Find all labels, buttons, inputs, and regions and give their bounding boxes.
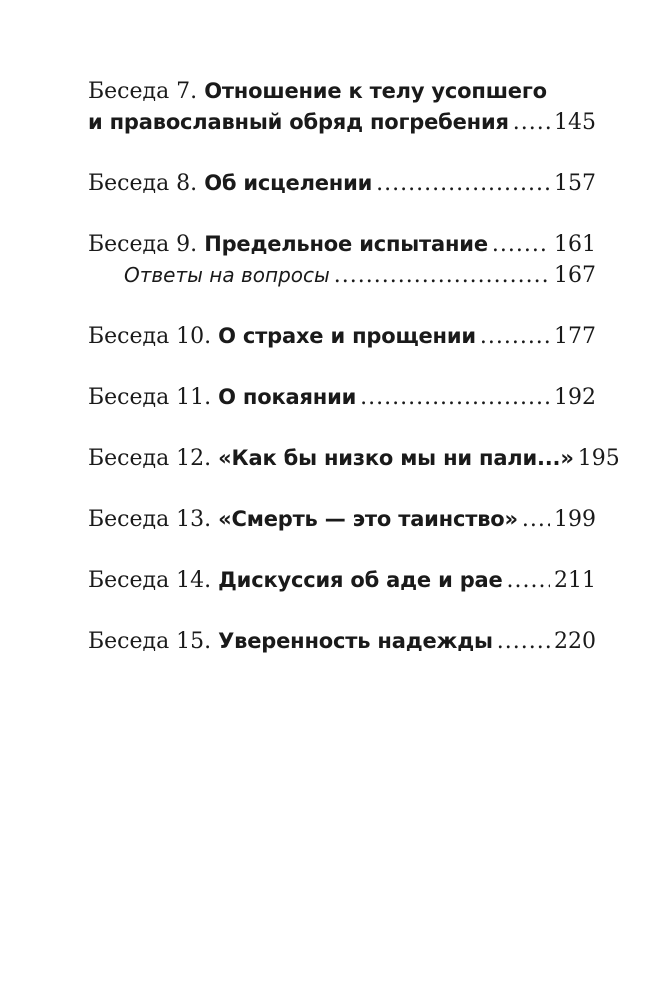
chapter-number: Беседа 12. (88, 446, 212, 471)
page-number: 199 (554, 507, 596, 532)
toc-entry-13[interactable] (88, 504, 596, 535)
page-number: 192 (554, 385, 596, 410)
toc-line (88, 443, 620, 474)
chapter-title: «Как бы низко мы ни пали...» (218, 446, 574, 470)
toc-line (88, 321, 596, 352)
toc-entry-10[interactable] (88, 321, 596, 352)
chapter-number: Беседа 14. (88, 568, 212, 593)
page-number: 167 (554, 263, 596, 288)
dot-leader (480, 322, 550, 352)
page-number: 220 (554, 629, 596, 654)
page-number: 177 (554, 324, 596, 349)
subsection-title: Ответы на вопросы (124, 263, 330, 287)
toc-line (88, 565, 596, 596)
chapter-title: Об исцелении (204, 171, 373, 195)
chapter-title: Уверенность надежды (218, 629, 493, 653)
chapter-number: Беседа 9. (88, 232, 198, 257)
chapter-title-continued: и православный обряд погребения (88, 110, 509, 134)
chapter-title: Дискуссия об аде и рае (218, 568, 503, 592)
dot-leader (497, 627, 550, 657)
dot-leader (376, 169, 550, 199)
toc-line (88, 229, 596, 260)
toc-line (88, 168, 596, 199)
chapter-number: Беседа 10. (88, 324, 212, 349)
chapter-title: О страхе и прощении (218, 324, 476, 348)
chapter-number: Беседа 15. (88, 629, 212, 654)
page-number: 145 (554, 110, 596, 135)
toc-line (88, 382, 596, 413)
chapter-number: Беседа 8. (88, 171, 198, 196)
toc-line (88, 107, 596, 138)
chapter-number: Беседа 7. (88, 79, 198, 104)
toc-line (88, 504, 596, 535)
toc-entry-11[interactable] (88, 382, 596, 413)
dot-leader (522, 505, 550, 535)
toc-entry-7[interactable] (88, 76, 596, 138)
toc-subentry[interactable] (88, 260, 596, 291)
page-number: 157 (554, 171, 596, 196)
dot-leader (492, 230, 550, 260)
page-number: 195 (577, 446, 620, 471)
page-number: 211 (554, 568, 596, 593)
chapter-title: О покаянии (218, 385, 357, 409)
page-number: 161 (554, 232, 596, 257)
dot-leader (513, 108, 550, 138)
dot-leader (334, 261, 550, 291)
toc-entry-14[interactable] (88, 565, 596, 596)
chapter-title: Предельное испытание (204, 232, 488, 256)
toc-entry-8[interactable] (88, 168, 596, 199)
toc-entry-9[interactable] (88, 229, 596, 291)
toc-entry-12[interactable] (88, 443, 620, 474)
table-of-contents (88, 76, 620, 657)
chapter-title: Отношение к телу усопшего (204, 79, 547, 103)
dot-leader (507, 566, 550, 596)
dot-leader (360, 383, 550, 413)
toc-line (88, 626, 596, 657)
chapter-title: «Смерть — это таинство» (218, 507, 518, 531)
toc-line (88, 76, 596, 107)
chapter-number: Беседа 13. (88, 507, 212, 532)
chapter-number: Беседа 11. (88, 385, 212, 410)
toc-entry-15[interactable] (88, 626, 596, 657)
